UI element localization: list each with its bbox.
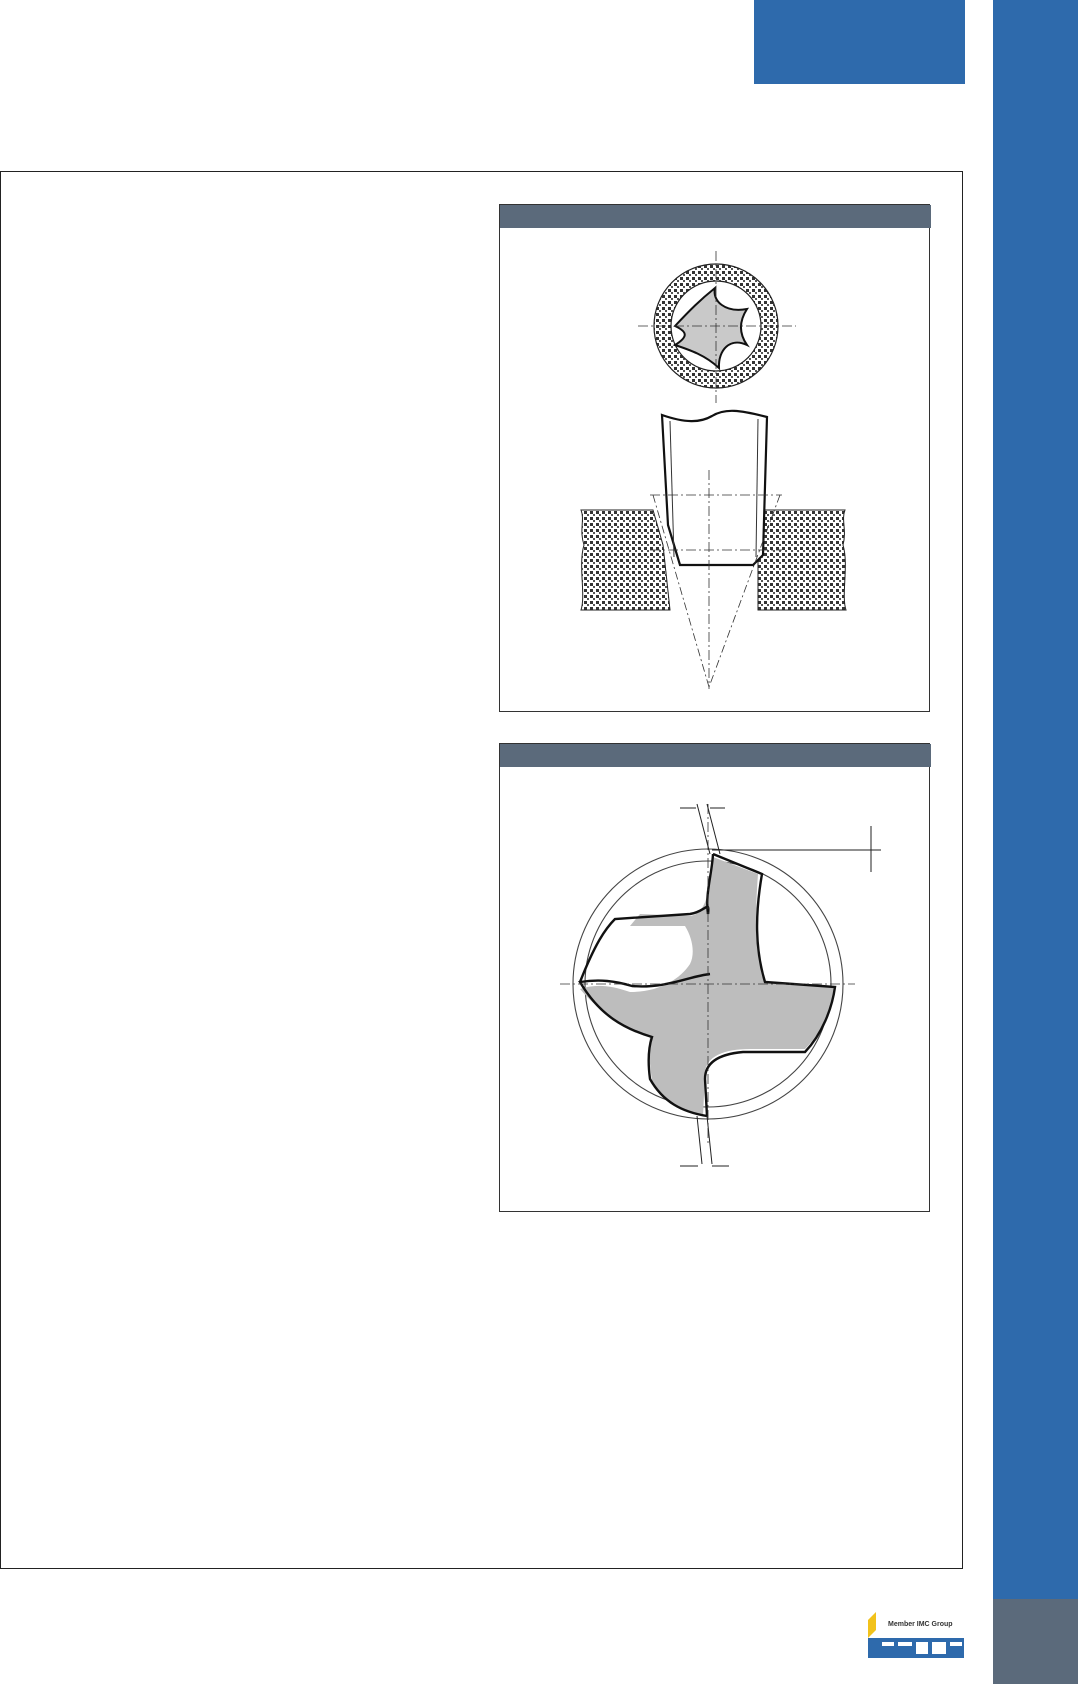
figure-panel-bore: [499, 204, 930, 712]
side-color-bar: [993, 0, 1078, 1599]
logo-tagline: Member IMC Group: [888, 1621, 953, 1628]
workpiece-right: [758, 510, 846, 610]
side-page-tab: [993, 1599, 1078, 1684]
dim-line-bottom-1: [697, 1116, 702, 1164]
dim-line-top-2: [707, 804, 720, 854]
workpiece-left: [581, 510, 670, 610]
top-blue-block: [754, 0, 965, 84]
figure-panel-endmill: [499, 743, 930, 1212]
iscar-logo-icon: [868, 1612, 966, 1660]
panel-header-bar: [500, 205, 931, 228]
endmill-diagram: [500, 744, 931, 1213]
tool-body: [662, 411, 767, 565]
panel-header-bar: [500, 744, 931, 767]
bore-diagram: [500, 205, 931, 713]
dim-line-bottom-2: [707, 1116, 712, 1164]
